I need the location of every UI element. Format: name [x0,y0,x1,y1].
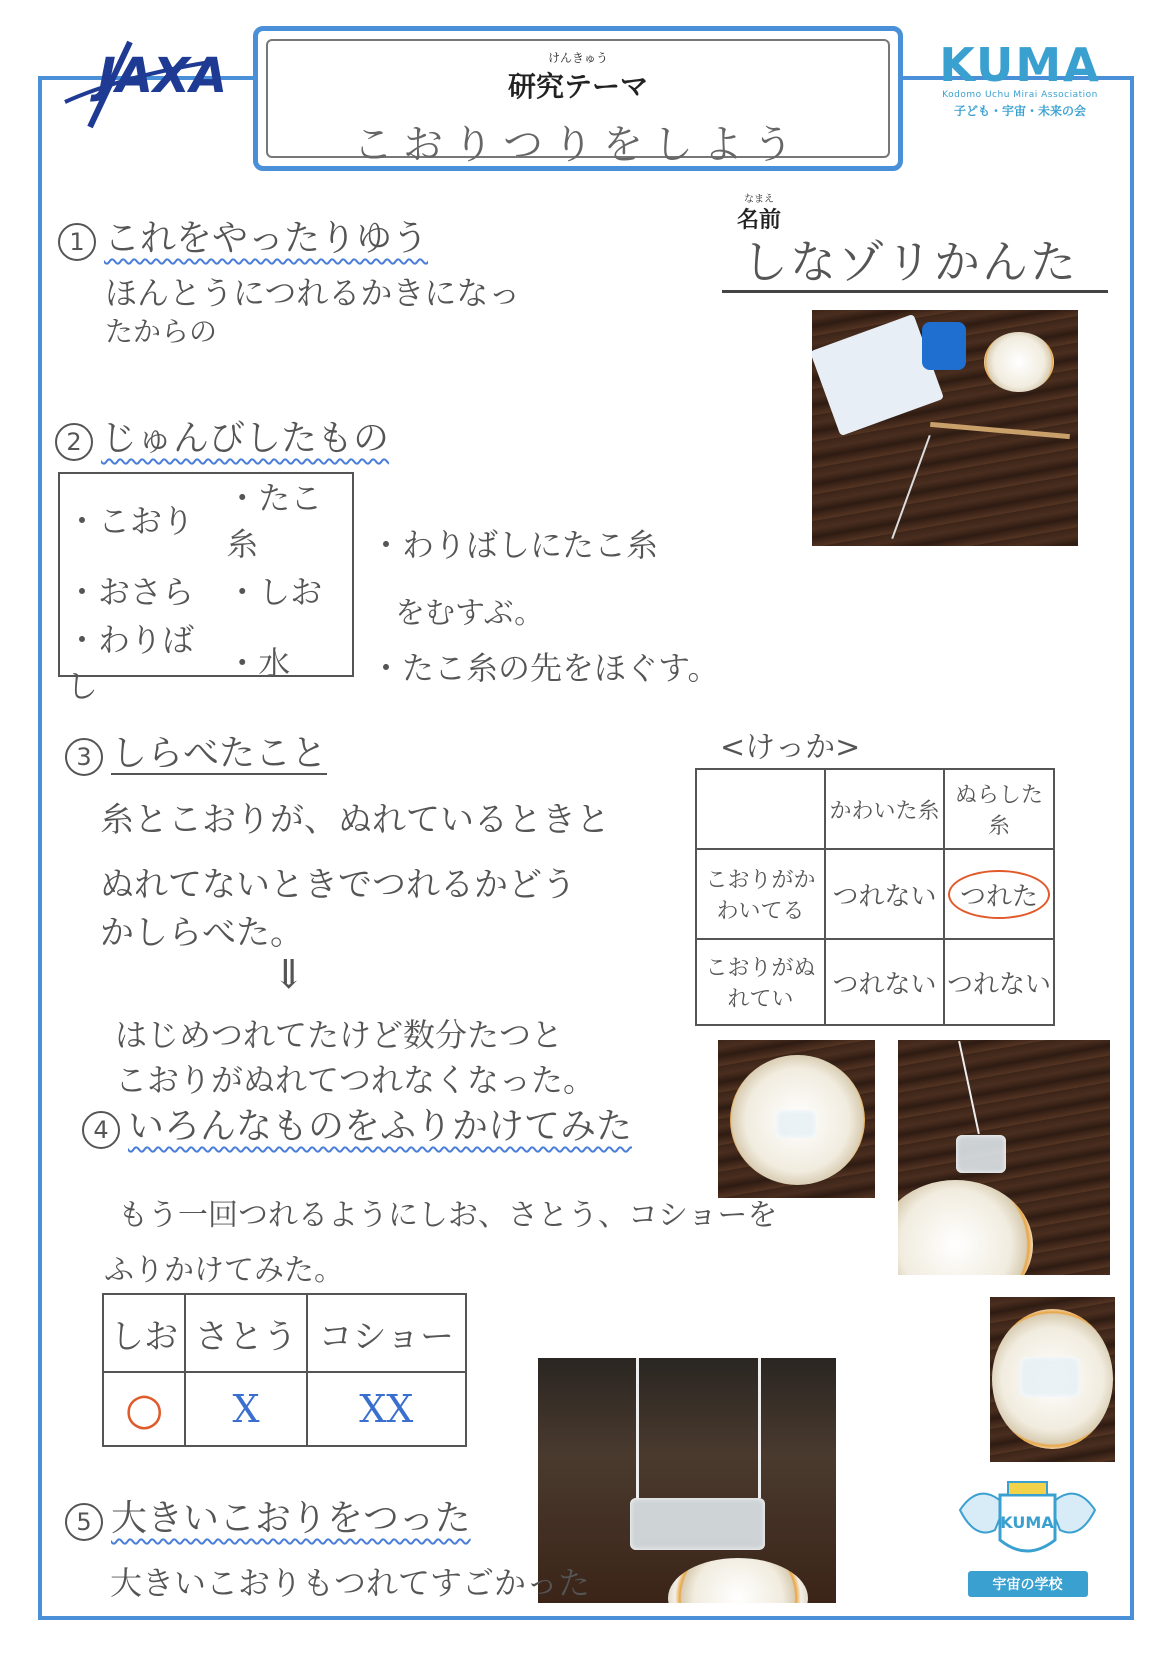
section5-body: 大きいこおりもつれてすごかった [110,1564,591,1602]
result-table [695,768,1055,1026]
section3-result-line2: こおりがぬれてつれなくなった。 [115,1061,596,1099]
school-logo-emblem-icon [950,1470,1105,1565]
section2-steps-line1: ・わりばしにたこ糸 [370,526,659,564]
section3-result-line1: はじめつれてたけど数分たつと [115,1016,564,1054]
section4-body-line1: もう一回つれるようにしお、さとう、コショーを [118,1198,778,1233]
section5-heading-text: 大きいこおりをつった [111,1498,471,1539]
result-cell-wet-ice-dry-string: つれない [825,939,944,1025]
jaxa-logo [60,32,235,132]
blue-cup-shape [922,322,966,370]
sprinkle-header-pepper: コショー [307,1294,466,1372]
research-theme-inner [266,39,890,168]
material-kite-string: ・たこ糸 [226,479,323,563]
jaxa-logo-text: JAXA [98,48,228,104]
material-water: ・水 [226,644,291,682]
plate-shape-2 [898,1180,1033,1275]
section1-heading-text: これをやったりゆう [104,218,429,259]
big-ice-string-left [636,1358,639,1498]
result-cell-dry-ice-dry-string: つれない [825,849,944,939]
result-cell-highlight: つれた [948,870,1050,919]
material-chopsticks: ・わりばし [66,621,195,705]
ice-shape [776,1110,816,1138]
big-ice-shape [630,1498,765,1550]
result-cell-wet-ice-wet-string: つれない [944,939,1054,1025]
section2-steps-line3: ・たこ糸の先をほぐす。 [370,649,720,687]
section5-heading [65,1490,471,1541]
research-theme-box [253,26,903,171]
school-logo [950,1470,1105,1592]
theme-label: 研究テーマ [507,70,648,103]
section2-heading [55,410,389,461]
pepper-ice-shape [1020,1357,1080,1397]
name-ruby: なまえ [744,194,774,205]
section2-number: 2 [55,423,93,461]
section3-number: 3 [65,738,103,776]
small-plate-shape [984,332,1054,392]
name-label: 名前 [737,208,782,233]
result-table-corner [696,769,825,849]
section3-body-line3: かしらべた。 [100,913,304,953]
section3-arrow: ⇓ [272,952,306,998]
plate-shape-4 [668,1558,808,1603]
section1-body-line2: たからの [105,315,218,348]
chopsticks-shape [930,422,1070,439]
section2-steps-line2: をむすぶ。 [395,596,545,631]
string-shape [958,1041,980,1134]
kuma-logo [935,40,1105,130]
kuma-logo-japanese: 子ども・宇宙・未来の会 [953,104,1086,118]
big-ice-string-right [758,1358,761,1498]
result-row-header-dry-ice: こおりがかわいてる [696,849,825,939]
section4-heading [82,1098,632,1149]
name-value: しなゾリかんた [742,235,1078,289]
name-block [722,190,1108,298]
kuma-logo-title: KUMA [939,38,1101,92]
hanging-ice-shape [956,1135,1006,1173]
kuma-logo-subtitle: Kodomo Uchu Mirai Association [942,90,1098,100]
section4-number: 4 [82,1111,120,1149]
school-logo-caption: 宇宙の学校 [968,1571,1088,1597]
sprinkle-header-salt: しお [103,1294,185,1372]
material-salt: ・しお [226,573,323,611]
section1-body-line1: ほんとうにつれるかきになっ [105,274,521,312]
material-plate: ・おさら [66,573,195,611]
section4-body-line2: ふりかけてみた。 [104,1253,344,1288]
section3-body-line1: 糸とこおりが、ぬれているときと [100,800,610,840]
sprinkle-result-sugar: X [185,1372,306,1446]
photo-pepper-plate [990,1297,1115,1462]
sprinkle-result-salt: ○ [103,1372,185,1446]
result-table-title: <けっか> [720,730,861,765]
materials-box-border [58,472,354,677]
sprinkle-result-pepper: XX [307,1372,466,1446]
section2-heading-text: じゅんびしたもの [101,418,390,459]
section5-number: 5 [65,1503,103,1541]
section3-heading [65,725,327,776]
result-cell-dry-ice-wet-string [944,849,1054,939]
section3-body-line2: ぬれてないときでつれるかどう [100,865,576,905]
section1-number: 1 [58,223,96,261]
section4-heading-text: いろんなものをふりかけてみた [128,1106,633,1147]
result-row-header-wet-ice: こおりがぬれてい [696,939,825,1025]
section3-heading-text: しらべたこと [111,733,328,774]
section1-heading [58,210,428,261]
result-col-header-dry: かわいた糸 [825,769,944,849]
kite-string-shape [891,435,931,539]
school-logo-emblem-text: KUMA [1000,1513,1054,1532]
photo-materials [812,310,1078,546]
photo-ice-on-plate [718,1040,875,1198]
sprinkle-header-sugar: さとう [185,1294,306,1372]
photo-hanging-ice [898,1040,1110,1275]
sprinkle-table [102,1293,467,1447]
name-underline [722,290,1108,293]
theme-ruby: けんきゅう [547,51,608,65]
material-ice: ・こおり [66,502,195,540]
theme-value: こおりつりをしよう [353,122,803,168]
result-col-header-wet: ぬらした糸 [944,769,1054,849]
